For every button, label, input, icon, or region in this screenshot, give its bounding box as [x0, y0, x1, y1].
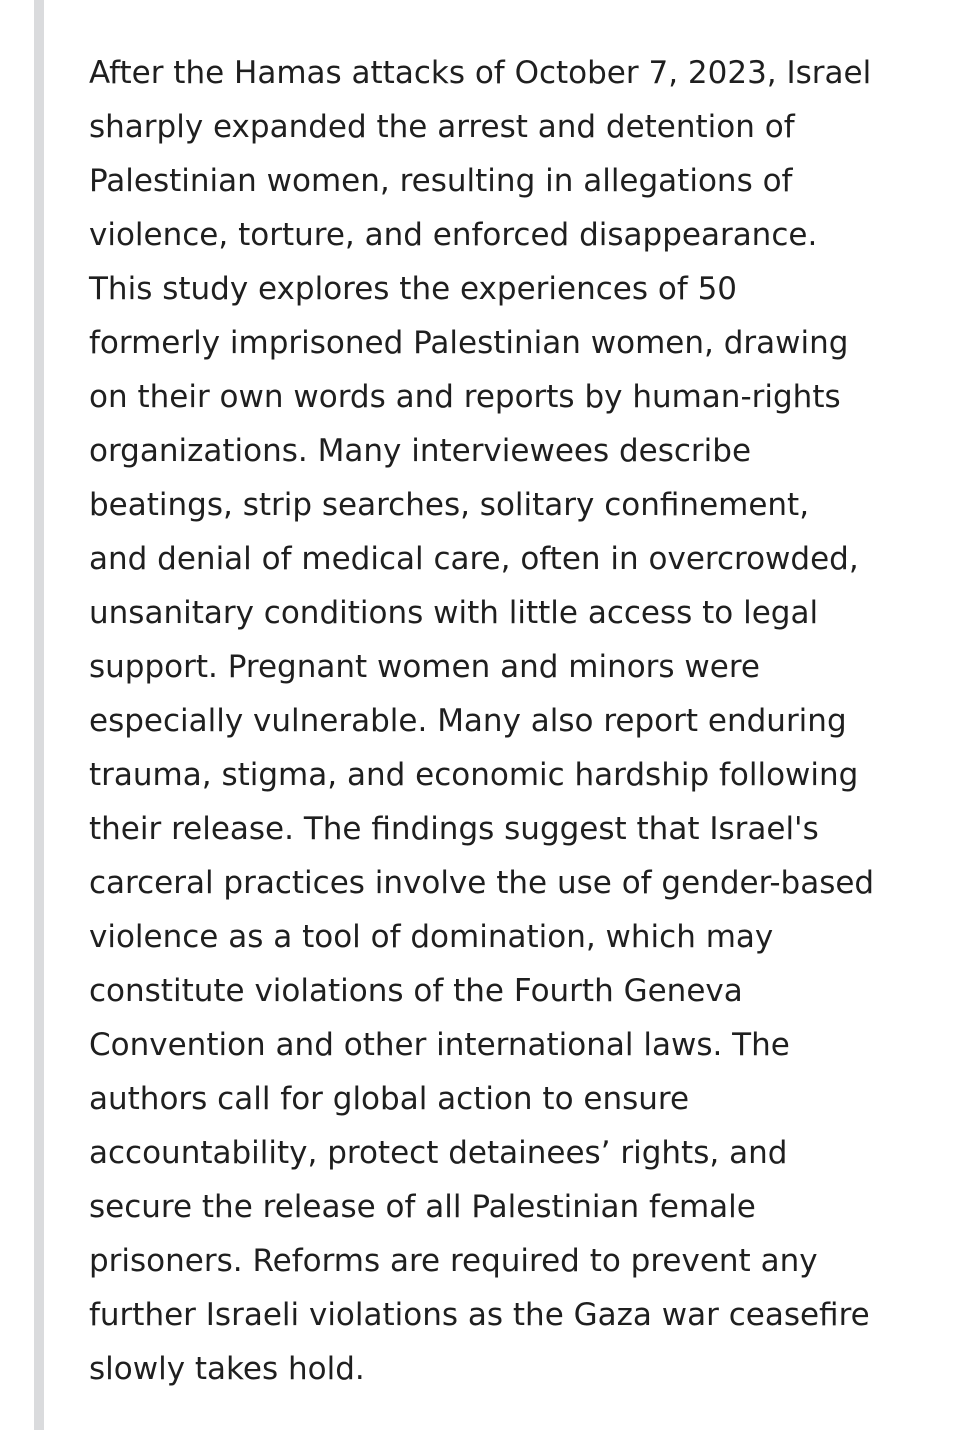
blockquote-bar — [34, 0, 44, 1430]
abstract-line: secure the release of all Palestinian female — [89, 1189, 756, 1225]
abstract-line: After the Hamas attacks of October 7, 2023, Israel — [89, 55, 872, 91]
abstract-text — [89, 46, 939, 1396]
abstract-line: constitute violations of the Fourth Geneva — [89, 973, 743, 1009]
abstract-line: further Israeli violations as the Gaza war ceasefire — [89, 1297, 870, 1333]
abstract-line: organizations. Many interviewees describe — [89, 433, 752, 469]
abstract-line: Convention and other international laws. The — [89, 1027, 790, 1063]
abstract-line: unsanitary conditions with little access to legal — [89, 595, 819, 631]
abstract-line: slowly takes hold. — [89, 1351, 365, 1387]
abstract-line: Palestinian women, resulting in allegations of — [89, 163, 793, 199]
abstract-line: violence as a tool of domination, which may — [89, 919, 774, 955]
abstract-line: and denial of medical care, often in overcrowded, — [89, 541, 859, 577]
abstract-line: authors call for global action to ensure — [89, 1081, 690, 1117]
abstract-line: carceral practices involve the use of gender-based — [89, 865, 875, 901]
abstract-line: violence, torture, and enforced disappearance. — [89, 217, 818, 253]
abstract-line: support. Pregnant women and minors were — [89, 649, 760, 685]
abstract-line: formerly imprisoned Palestinian women, drawing — [89, 325, 849, 361]
abstract-line: accountability, protect detainees’ rights, and — [89, 1135, 788, 1171]
abstract-line: sharply expanded the arrest and detention of — [89, 109, 795, 145]
abstract-line: trauma, stigma, and economic hardship following — [89, 757, 859, 793]
abstract-line: beatings, strip searches, solitary confinement, — [89, 487, 810, 523]
abstract-line: on their own words and reports by human-rights — [89, 379, 841, 415]
abstract-line: especially vulnerable. Many also report enduring — [89, 703, 847, 739]
abstract-line: This study explores the experiences of 50 — [89, 271, 738, 307]
abstract-line: their release. The findings suggest that Israel's — [89, 811, 819, 847]
abstract-line: prisoners. Reforms are required to prevent any — [89, 1243, 818, 1279]
